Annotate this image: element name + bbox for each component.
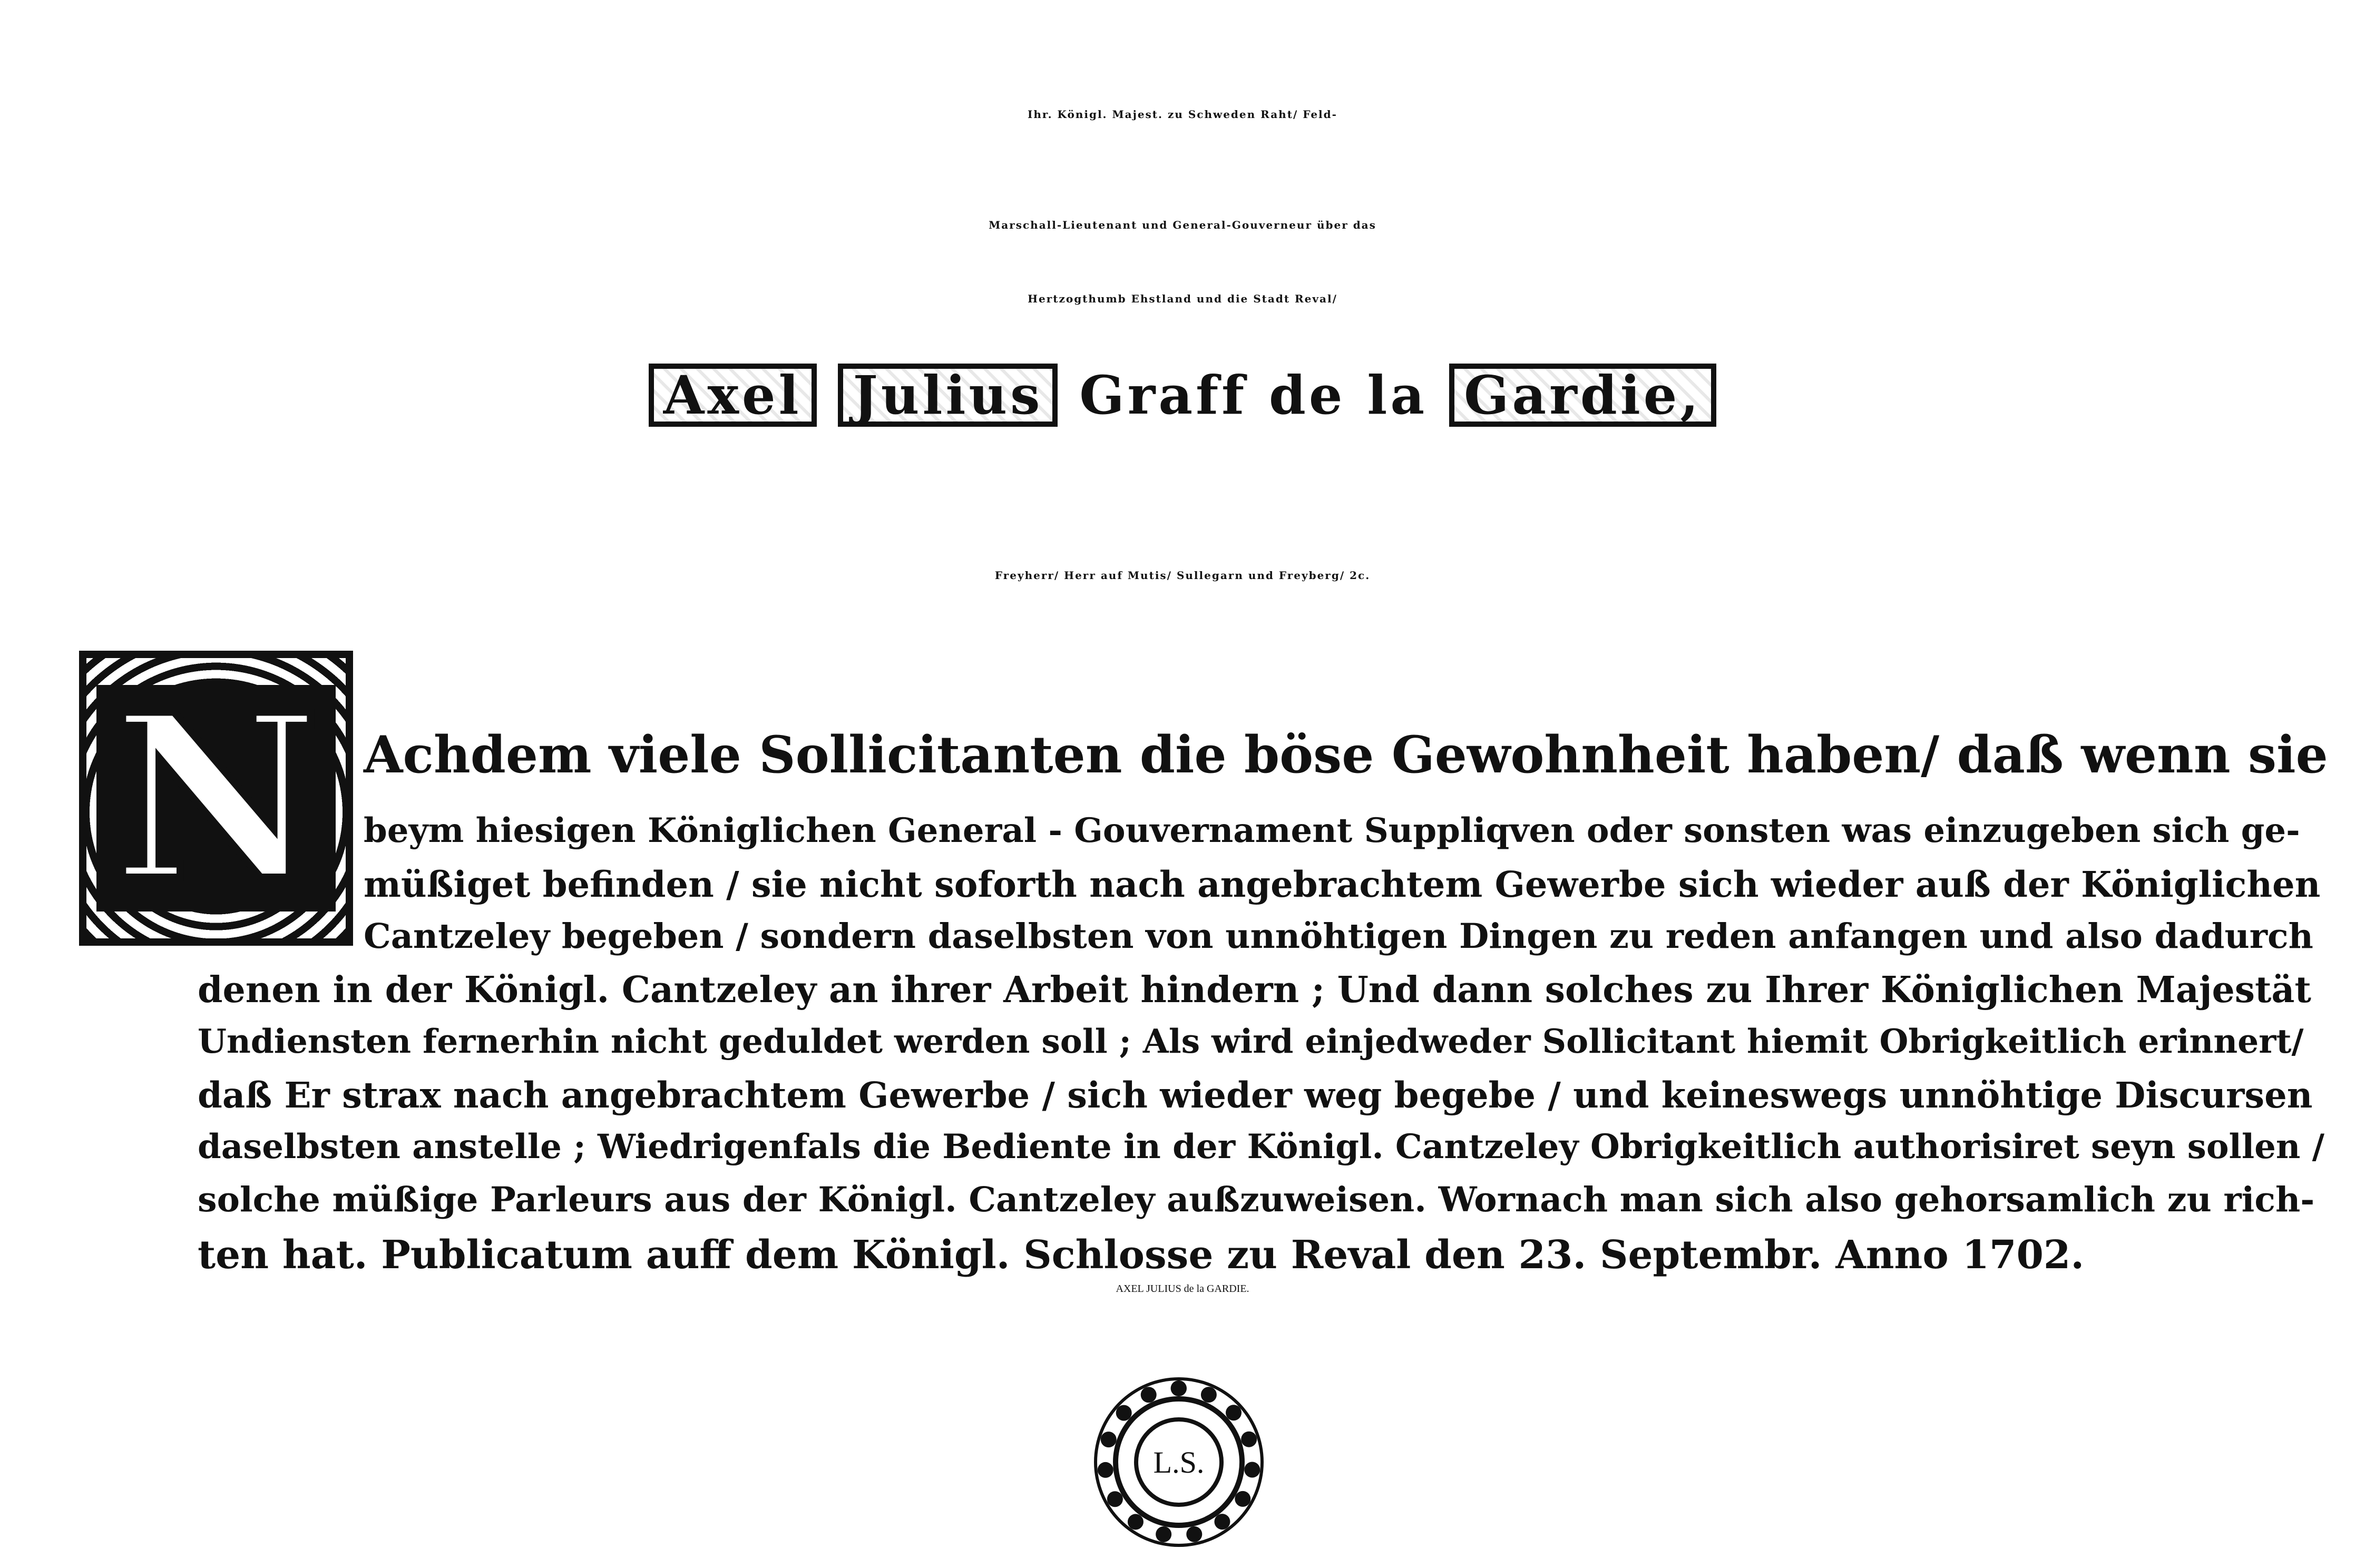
body-line: ten hat. Publicatum auff dem Königl. Schlosse zu Reval den 23. Septembr. Anno 1702.	[198, 1232, 2085, 1278]
title-line-2: Marschall-Lieutenant und General-Gouverneur über das	[989, 219, 1376, 231]
title-line-1: Ihr. Königl. Majest. zu Schweden Raht/ Feld-	[1028, 108, 1337, 121]
decorated-initial	[79, 651, 353, 946]
body-line: Undiensten fernerhin nicht geduldet werden soll ; Als wird einjedweder Sollicitant hiemit Obrigkeitlich erinnert/	[198, 1022, 2304, 1061]
title-line-3: Hertzogthumb Ehstland und die Stadt Reval/	[1028, 292, 1337, 305]
name-part-axel: Axel	[649, 364, 817, 427]
body-line: beym hiesigen Königlichen General - Gouvernament Suppliqven oder sonsten was einzugeben sich ge-	[364, 811, 2300, 850]
body-line: Achdem viele Sollicitanten die böse Gewohnheit haben/ daß wenn sie	[364, 725, 2328, 785]
body-line: denen in der Königl. Cantzeley an ihrer Arbeit hindern ; Und dann solches zu Ihrer Königlichen Majestät	[198, 969, 2311, 1011]
body-line: Cantzeley begeben / sondern daselbsten von unnöhtigen Dingen zu reden anfangen und also dadurch	[364, 916, 2313, 956]
name-part-julius: Julius	[838, 364, 1058, 427]
body-line: daselbsten anstelle ; Wiedrigenfals die Bediente in der Königl. Cantzeley Obrigkeitlich authorisiret seyn sollen /	[198, 1127, 2325, 1167]
body-line: müßiget befinden / sie nicht soforth nach angebrachtem Gewerbe sich wieder auß der Königlichen	[364, 864, 2321, 905]
signature: AXEL JULIUS de la GARDIE.	[1116, 1283, 1249, 1295]
seal-label: L.S.	[1134, 1417, 1224, 1507]
name-heading	[0, 364, 2365, 427]
initial-letter: N	[96, 685, 335, 912]
name-part-graff: Graff de la	[1079, 364, 1428, 426]
title-line-5: Freyherr/ Herr auf Mutis/ Sullegarn und Freyberg/ 2c.	[994, 569, 1371, 582]
body-line: daß Er strax nach angebrachtem Gewerbe / sich wieder weg begebe / und keineswegs unnöhtige Discursen	[198, 1074, 2313, 1116]
name-part-gardie: Gardie,	[1449, 364, 1716, 427]
wreath-seal-icon	[1097, 1380, 1260, 1544]
body-line: solche müßige Parleurs aus der Königl. Cantzeley außzuweisen. Wornach man sich also gehorsamlich zu rich-	[198, 1180, 2315, 1220]
